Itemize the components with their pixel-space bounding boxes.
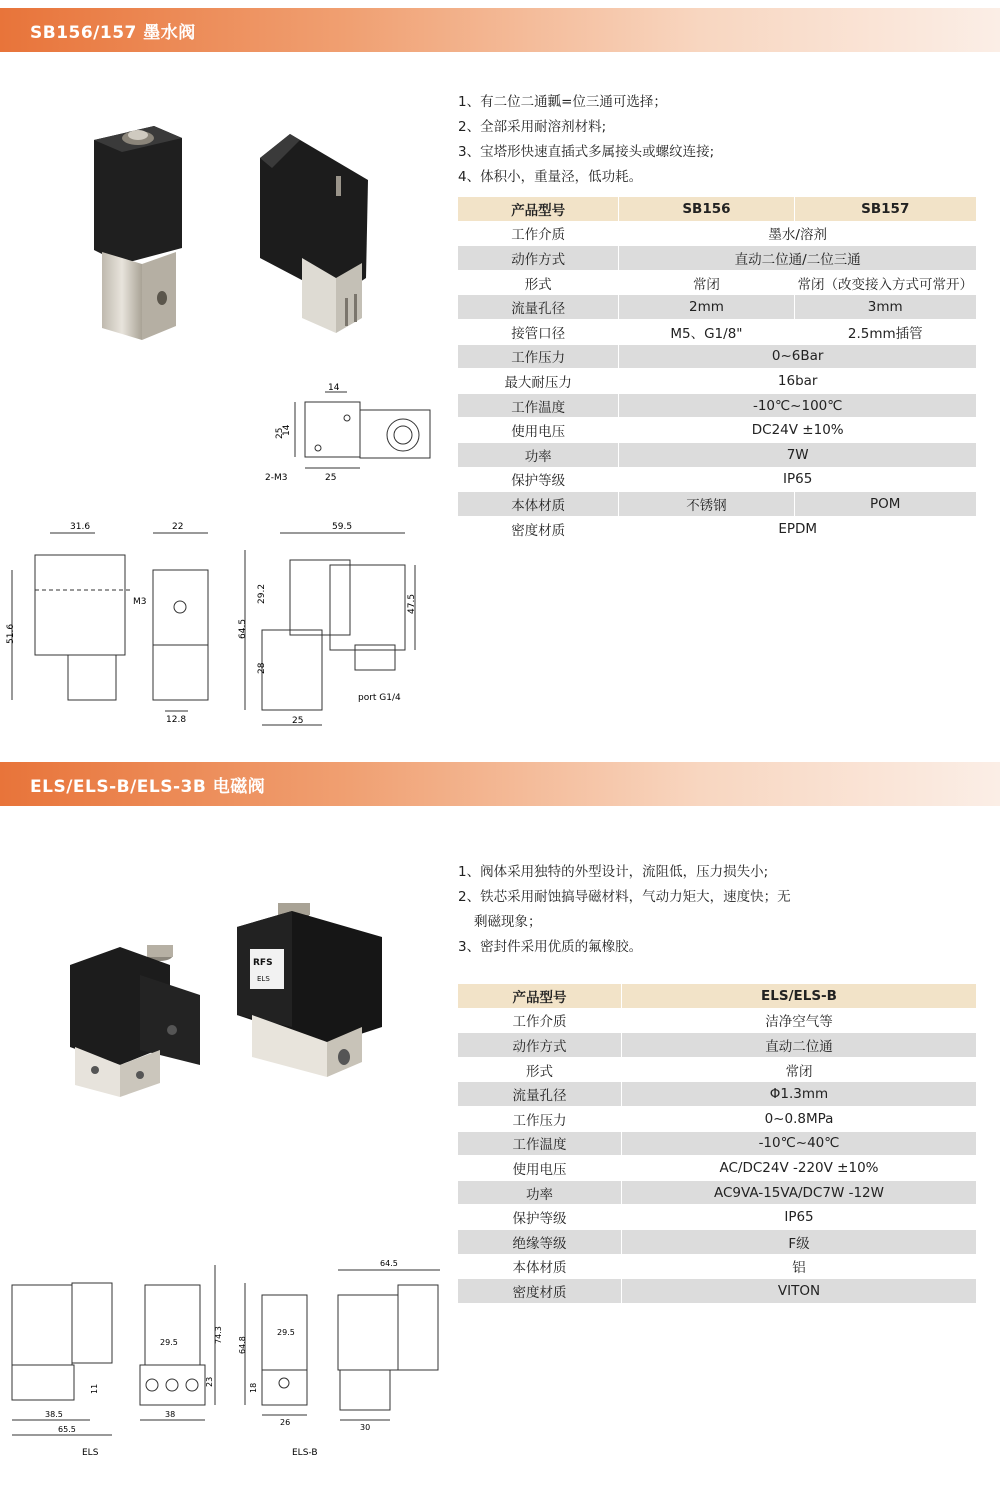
dim-label: 26 [280, 1418, 291, 1427]
row-label: 功率 [458, 1180, 622, 1205]
row-label: 密度材质 [458, 516, 619, 541]
dim-label: 29.5 [160, 1338, 178, 1347]
row-value: 常闭 [619, 270, 794, 295]
header-cell: SB156 [619, 197, 794, 222]
valve-photo-sb156 [80, 118, 190, 348]
drawing-caption: ELS [82, 1448, 99, 1458]
row-label: 形式 [458, 1057, 622, 1082]
row-label: 工作压力 [458, 344, 619, 369]
dimension-drawing-main [0, 515, 440, 735]
table-row [458, 1082, 977, 1107]
table-row [458, 442, 977, 467]
model-label: ELS [257, 975, 270, 983]
row-value: VITON [622, 1279, 977, 1304]
row-value: 常闭（改变接入方式可常开） [794, 270, 977, 295]
table-row [458, 1229, 977, 1254]
row-label: 工作介质 [458, 221, 619, 246]
table-row [458, 1156, 977, 1181]
row-label: 保护等级 [458, 1205, 622, 1230]
row-value: M5、G1/8" [619, 319, 794, 344]
dim-label: 25 [325, 473, 337, 483]
row-value: AC9VA-15VA/DC7W -12W [622, 1180, 977, 1205]
row-value: 直动二位通 [622, 1033, 977, 1058]
dim-label: 74.3 [214, 1326, 223, 1344]
row-value: 3mm [794, 295, 977, 320]
header-cell: ELS/ELS-B [622, 984, 977, 1009]
dim-label: 12.8 [166, 715, 187, 725]
dim-label: 25 [292, 716, 304, 726]
section-title: ELS/ELS-B/ELS-3B 电磁阀 [30, 777, 266, 797]
row-value: POM [794, 492, 977, 517]
row-value: IP65 [622, 1205, 977, 1230]
row-label: 本体材质 [458, 492, 619, 517]
dim-label: 22 [172, 522, 184, 532]
table-row [458, 418, 977, 443]
table-row [458, 1254, 977, 1279]
row-value: IP65 [619, 467, 977, 492]
row-value: 2mm [619, 295, 794, 320]
dim-label: 38 [165, 1410, 176, 1419]
table-row [458, 393, 977, 418]
row-label: 工作介质 [458, 1008, 622, 1033]
dim-label: 30 [360, 1423, 371, 1432]
table-row [458, 1033, 977, 1058]
table-row [458, 295, 977, 320]
dim-label: 25 [275, 427, 285, 439]
feature-item: 3、宝塔形快速直插式多属接头或螺纹连接; [458, 144, 715, 160]
dim-label: 64.5 [238, 618, 248, 639]
row-value: 洁净空气等 [622, 1008, 977, 1033]
dim-label: 51.6 [6, 623, 16, 644]
drawing-caption: ELS-B [292, 1448, 318, 1458]
row-label: 流量孔径 [458, 295, 619, 320]
dim-label: 14 [328, 383, 340, 393]
table-row [458, 492, 977, 517]
dim-label: 47.5 [407, 593, 417, 614]
table-row [458, 1279, 977, 1304]
dim-label: 23 [205, 1376, 214, 1387]
row-value: EPDM [619, 516, 977, 541]
table-row [458, 1008, 977, 1033]
feature-item: 4、体积小，重量泾，低功耗。 [458, 169, 643, 185]
row-value: -10℃~100℃ [619, 393, 977, 418]
row-value: 16bar [619, 369, 977, 394]
dim-label: 11 [90, 1383, 99, 1394]
row-value: 0~0.8MPa [622, 1106, 977, 1131]
row-value: 0~6Bar [619, 344, 977, 369]
table-row [458, 319, 977, 344]
row-value: 铝 [622, 1254, 977, 1279]
header-cell: 产品型号 [458, 984, 622, 1009]
row-value: 墨水/溶剂 [619, 221, 977, 246]
valve-photo-els-b [60, 935, 210, 1105]
table-header-row [458, 984, 977, 1009]
table-row [458, 1180, 977, 1205]
table-row [458, 467, 977, 492]
row-label: 动作方式 [458, 1033, 622, 1058]
row-value: 7W [619, 442, 977, 467]
section-banner-els [0, 762, 1000, 806]
row-value: F级 [622, 1229, 977, 1254]
row-value: 常闭 [622, 1057, 977, 1082]
row-value: 2.5mm插管 [794, 319, 977, 344]
row-label: 使用电压 [458, 418, 619, 443]
row-value: 直动二位通/二位三通 [619, 246, 977, 271]
spec-table-els [457, 983, 977, 1304]
feature-item: 1、阀体采用独特的外型设计，流阻低，压力损失小; [458, 864, 769, 880]
row-label: 绝缘等级 [458, 1229, 622, 1254]
dim-label: 59.5 [332, 522, 353, 532]
row-label: 保护等级 [458, 467, 619, 492]
dim-label: 18 [249, 1382, 258, 1393]
row-value: DC24V ±10% [619, 418, 977, 443]
dim-label: port G1/4 [358, 693, 401, 703]
section-title: SB156/157 墨水阀 [30, 23, 196, 43]
row-label: 流量孔径 [458, 1082, 622, 1107]
row-value: -10℃~40℃ [622, 1131, 977, 1156]
table-row [458, 516, 977, 541]
table-row [458, 344, 977, 369]
dimension-drawing-els [0, 1255, 450, 1465]
dim-label: 29.2 [257, 583, 267, 604]
valve-photo-els [232, 897, 392, 1092]
feature-item: 1、有二位二通瓤=位三通可选择； [458, 94, 667, 110]
row-label: 使用电压 [458, 1156, 622, 1181]
row-value: AC/DC24V -220V ±10% [622, 1156, 977, 1181]
section-banner-sb156 [0, 8, 1000, 52]
row-label: 工作温度 [458, 393, 619, 418]
table-row [458, 1205, 977, 1230]
dim-label: M3 [133, 597, 147, 607]
dim-label: 14 [282, 424, 292, 436]
table-row [458, 221, 977, 246]
dim-label: 31.6 [70, 522, 91, 532]
row-label: 功率 [458, 442, 619, 467]
dim-label: 65.5 [58, 1425, 76, 1434]
dimension-drawing-top [265, 380, 445, 485]
row-label: 形式 [458, 270, 619, 295]
table-row [458, 246, 977, 271]
feature-item: 2、全部采用耐溶剂材料; [458, 119, 607, 135]
feature-item: 剩磁现象； [474, 914, 542, 930]
table-row [458, 1131, 977, 1156]
row-label: 最大耐压力 [458, 369, 619, 394]
header-cell: SB157 [794, 197, 977, 222]
row-label: 工作压力 [458, 1106, 622, 1131]
dim-label: 64.5 [380, 1259, 398, 1268]
row-value: 不锈钢 [619, 492, 794, 517]
brand-label: RFS [253, 958, 273, 968]
table-row [458, 1106, 977, 1131]
table-row [458, 270, 977, 295]
table-header-row [458, 197, 977, 222]
dim-label: 64.8 [238, 1336, 247, 1354]
row-label: 动作方式 [458, 246, 619, 271]
feature-item: 2、铁芯采用耐蚀搞导磁材料，气动力矩大，速度快；无 [458, 889, 791, 905]
table-row [458, 369, 977, 394]
valve-photo-sb157 [250, 128, 390, 343]
dim-label: 29.5 [277, 1328, 295, 1337]
feature-list [458, 90, 714, 190]
feature-list [458, 860, 791, 960]
header-cell: 产品型号 [458, 197, 619, 222]
feature-item: 3、密封件采用优质的氟橡胶。 [458, 939, 643, 955]
row-label: 接管口径 [458, 319, 619, 344]
dim-label: 38.5 [45, 1410, 63, 1419]
table-row [458, 1057, 977, 1082]
dim-label: 28 [257, 662, 267, 674]
row-label: 密度材质 [458, 1279, 622, 1304]
dim-label: 2-M3 [265, 473, 288, 483]
row-label: 本体材质 [458, 1254, 622, 1279]
row-value: Φ1.3mm [622, 1082, 977, 1107]
row-label: 工作温度 [458, 1131, 622, 1156]
spec-table-sb156 [457, 196, 977, 541]
